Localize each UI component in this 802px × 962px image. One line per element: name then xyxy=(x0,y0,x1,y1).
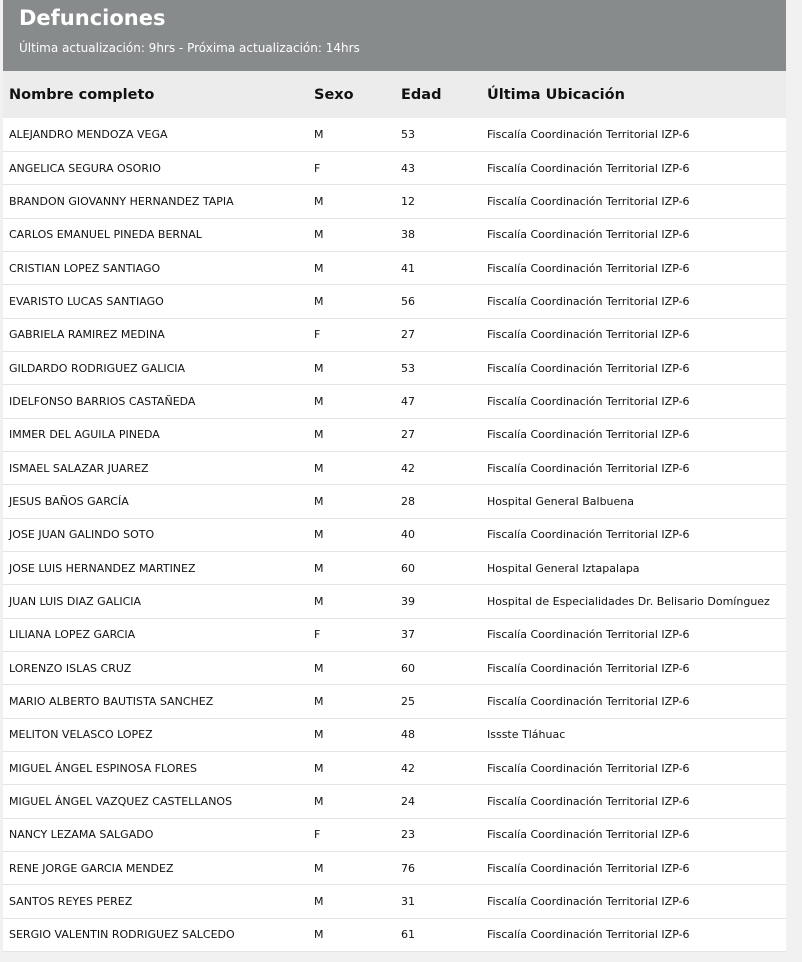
cell-ubicacion: Fiscalía Coordinación Territorial IZP-6 xyxy=(481,385,786,418)
table-row xyxy=(3,485,786,518)
table-row xyxy=(3,652,786,685)
cell-ubicacion: Issste Tláhuac xyxy=(481,718,786,751)
cell-sexo: M xyxy=(308,218,395,251)
table-row xyxy=(3,351,786,384)
cell-nombre: MARIO ALBERTO BAUTISTA SANCHEZ xyxy=(3,685,308,718)
cell-sexo: M xyxy=(308,785,395,818)
cell-nombre: JUAN LUIS DIAZ GALICIA xyxy=(3,585,308,618)
table-row xyxy=(3,118,786,151)
table-row xyxy=(3,585,786,618)
cell-nombre: MIGUEL ÁNGEL VAZQUEZ CASTELLANOS xyxy=(3,785,308,818)
cell-ubicacion: Fiscalía Coordinación Territorial IZP-6 xyxy=(481,218,786,251)
column-header-edad: Edad xyxy=(401,86,442,103)
cell-ubicacion: Fiscalía Coordinación Territorial IZP-6 xyxy=(481,151,786,184)
table-row xyxy=(3,618,786,651)
cell-ubicacion: Fiscalía Coordinación Territorial IZP-6 xyxy=(481,285,786,318)
cell-edad: 31 xyxy=(395,885,481,918)
cell-sexo: M xyxy=(308,351,395,384)
cell-nombre: IDELFONSO BARRIOS CASTAÑEDA xyxy=(3,385,308,418)
cell-sexo: M xyxy=(308,451,395,484)
cell-edad: 76 xyxy=(395,852,481,885)
cell-edad: 24 xyxy=(395,785,481,818)
cell-ubicacion: Hospital General Balbuena xyxy=(481,485,786,518)
cell-nombre: SERGIO VALENTIN RODRIGUEZ SALCEDO xyxy=(3,918,308,951)
table-row xyxy=(3,818,786,851)
cell-sexo: M xyxy=(308,585,395,618)
cell-ubicacion: Fiscalía Coordinación Territorial IZP-6 xyxy=(481,685,786,718)
cell-sexo: M xyxy=(308,752,395,785)
cell-ubicacion: Fiscalía Coordinación Territorial IZP-6 xyxy=(481,652,786,685)
table-row xyxy=(3,151,786,184)
cell-nombre: LORENZO ISLAS CRUZ xyxy=(3,652,308,685)
cell-nombre: LILIANA LOPEZ GARCIA xyxy=(3,618,308,651)
cell-edad: 37 xyxy=(395,618,481,651)
update-info: Última actualización: 9hrs - Próxima actualización: 14hrs xyxy=(19,41,360,55)
cell-sexo: M xyxy=(308,385,395,418)
cell-edad: 42 xyxy=(395,752,481,785)
cell-edad: 25 xyxy=(395,685,481,718)
table-row xyxy=(3,852,786,885)
cell-edad: 43 xyxy=(395,151,481,184)
cell-edad: 39 xyxy=(395,585,481,618)
cell-sexo: M xyxy=(308,685,395,718)
defunciones-panel xyxy=(3,0,786,951)
cell-nombre: ANGELICA SEGURA OSORIO xyxy=(3,151,308,184)
cell-edad: 60 xyxy=(395,551,481,584)
column-header-nombre: Nombre completo xyxy=(9,86,155,103)
cell-sexo: M xyxy=(308,551,395,584)
column-header-ubicacion: Última Ubicación xyxy=(487,86,625,103)
table-row xyxy=(3,251,786,284)
table-row xyxy=(3,451,786,484)
cell-nombre: EVARISTO LUCAS SANTIAGO xyxy=(3,285,308,318)
cell-edad: 23 xyxy=(395,818,481,851)
cell-nombre: CARLOS EMANUEL PINEDA BERNAL xyxy=(3,218,308,251)
table-row xyxy=(3,885,786,918)
cell-sexo: F xyxy=(308,318,395,351)
table-row xyxy=(3,685,786,718)
cell-edad: 53 xyxy=(395,351,481,384)
cell-nombre: CRISTIAN LOPEZ SANTIAGO xyxy=(3,251,308,284)
cell-sexo: M xyxy=(308,852,395,885)
cell-nombre: JOSE LUIS HERNANDEZ MARTINEZ xyxy=(3,551,308,584)
cell-nombre: JESUS BAÑOS GARCÍA xyxy=(3,485,308,518)
cell-ubicacion: Fiscalía Coordinación Territorial IZP-6 xyxy=(481,351,786,384)
table-row xyxy=(3,185,786,218)
cell-ubicacion: Fiscalía Coordinación Territorial IZP-6 xyxy=(481,118,786,151)
table-row xyxy=(3,518,786,551)
cell-sexo: M xyxy=(308,718,395,751)
cell-nombre: IMMER DEL AGUILA PINEDA xyxy=(3,418,308,451)
cell-edad: 27 xyxy=(395,318,481,351)
cell-ubicacion: Hospital General Iztapalapa xyxy=(481,551,786,584)
cell-ubicacion: Fiscalía Coordinación Territorial IZP-6 xyxy=(481,251,786,284)
cell-edad: 28 xyxy=(395,485,481,518)
table-row xyxy=(3,318,786,351)
cell-ubicacion: Fiscalía Coordinación Territorial IZP-6 xyxy=(481,618,786,651)
cell-nombre: BRANDON GIOVANNY HERNANDEZ TAPIA xyxy=(3,185,308,218)
cell-nombre: GILDARDO RODRIGUEZ GALICIA xyxy=(3,351,308,384)
cell-nombre: MIGUEL ÁNGEL ESPINOSA FLORES xyxy=(3,752,308,785)
table-row xyxy=(3,551,786,584)
table-row xyxy=(3,918,786,951)
cell-edad: 53 xyxy=(395,118,481,151)
cell-edad: 60 xyxy=(395,652,481,685)
table-header-row xyxy=(3,71,786,118)
cell-sexo: F xyxy=(308,151,395,184)
table-row xyxy=(3,385,786,418)
cell-ubicacion: Fiscalía Coordinación Territorial IZP-6 xyxy=(481,885,786,918)
cell-nombre: ALEJANDRO MENDOZA VEGA xyxy=(3,118,308,151)
cell-edad: 27 xyxy=(395,418,481,451)
cell-nombre: MELITON VELASCO LOPEZ xyxy=(3,718,308,751)
cell-ubicacion: Fiscalía Coordinación Territorial IZP-6 xyxy=(481,852,786,885)
defunciones-table xyxy=(3,71,786,952)
cell-ubicacion: Fiscalía Coordinación Territorial IZP-6 xyxy=(481,451,786,484)
cell-sexo: M xyxy=(308,285,395,318)
table-row xyxy=(3,285,786,318)
cell-edad: 56 xyxy=(395,285,481,318)
cell-edad: 61 xyxy=(395,918,481,951)
table-row xyxy=(3,718,786,751)
cell-edad: 47 xyxy=(395,385,481,418)
cell-edad: 40 xyxy=(395,518,481,551)
cell-sexo: M xyxy=(308,885,395,918)
cell-sexo: M xyxy=(308,118,395,151)
cell-sexo: M xyxy=(308,251,395,284)
cell-ubicacion: Fiscalía Coordinación Territorial IZP-6 xyxy=(481,185,786,218)
cell-sexo: M xyxy=(308,652,395,685)
page-title: Defunciones xyxy=(19,6,166,30)
panel-header xyxy=(3,0,786,71)
cell-ubicacion: Fiscalía Coordinación Territorial IZP-6 xyxy=(481,418,786,451)
cell-edad: 48 xyxy=(395,718,481,751)
table-row xyxy=(3,418,786,451)
cell-edad: 42 xyxy=(395,451,481,484)
cell-sexo: M xyxy=(308,918,395,951)
cell-sexo: F xyxy=(308,818,395,851)
table-row xyxy=(3,785,786,818)
cell-ubicacion: Fiscalía Coordinación Territorial IZP-6 xyxy=(481,752,786,785)
cell-ubicacion: Hospital de Especialidades Dr. Belisario Domínguez xyxy=(481,585,786,618)
cell-sexo: M xyxy=(308,418,395,451)
cell-nombre: NANCY LEZAMA SALGADO xyxy=(3,818,308,851)
table-body xyxy=(3,118,786,952)
cell-edad: 12 xyxy=(395,185,481,218)
cell-nombre: RENE JORGE GARCIA MENDEZ xyxy=(3,852,308,885)
cell-sexo: M xyxy=(308,518,395,551)
cell-edad: 38 xyxy=(395,218,481,251)
cell-sexo: M xyxy=(308,185,395,218)
cell-ubicacion: Fiscalía Coordinación Territorial IZP-6 xyxy=(481,918,786,951)
cell-nombre: SANTOS REYES PEREZ xyxy=(3,885,308,918)
cell-ubicacion: Fiscalía Coordinación Territorial IZP-6 xyxy=(481,518,786,551)
cell-sexo: F xyxy=(308,618,395,651)
cell-ubicacion: Fiscalía Coordinación Territorial IZP-6 xyxy=(481,818,786,851)
table-row xyxy=(3,218,786,251)
cell-sexo: M xyxy=(308,485,395,518)
cell-ubicacion: Fiscalía Coordinación Territorial IZP-6 xyxy=(481,785,786,818)
cell-nombre: JOSE JUAN GALINDO SOTO xyxy=(3,518,308,551)
column-header-sexo: Sexo xyxy=(314,86,354,103)
cell-nombre: ISMAEL SALAZAR JUAREZ xyxy=(3,451,308,484)
table-row xyxy=(3,752,786,785)
cell-ubicacion: Fiscalía Coordinación Territorial IZP-6 xyxy=(481,318,786,351)
cell-nombre: GABRIELA RAMIREZ MEDINA xyxy=(3,318,308,351)
cell-edad: 41 xyxy=(395,251,481,284)
